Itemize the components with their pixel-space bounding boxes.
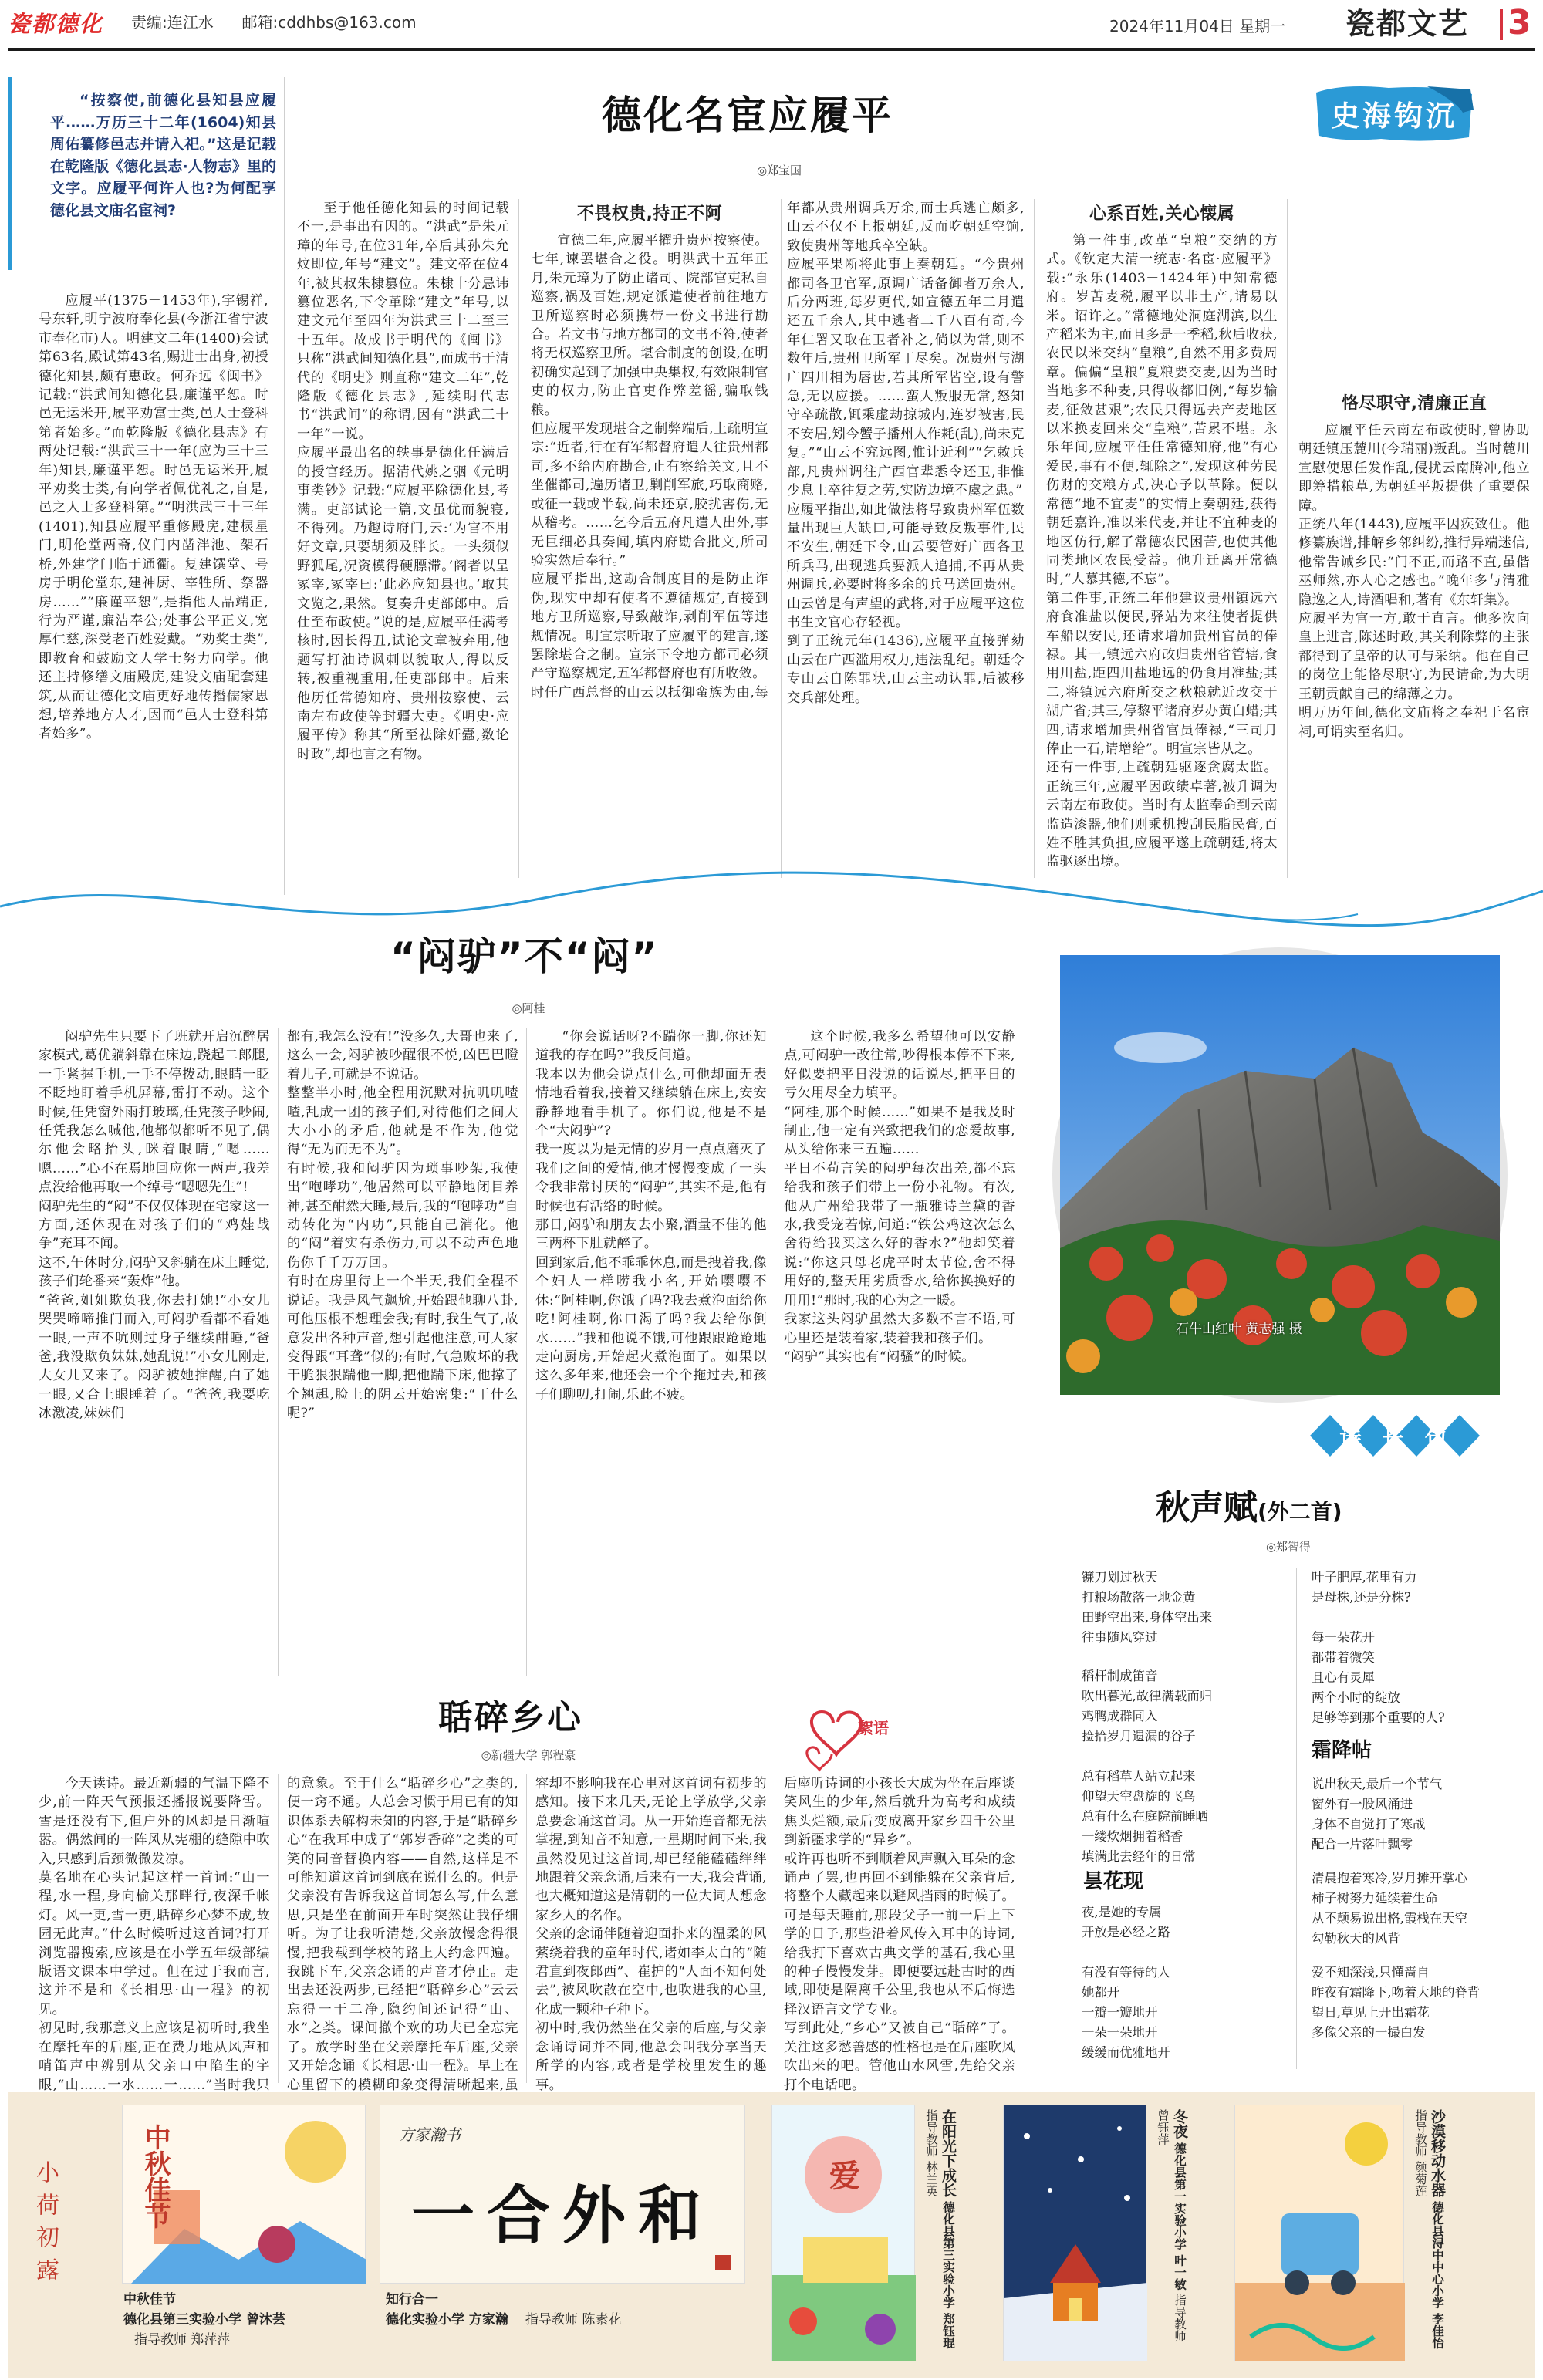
poem1-stanza2: 稻杆制成笛音 吹出暮光,故律满载而归 鸡鸭成群同入 捡拾岁月遗漏的谷子: [1082, 1669, 1213, 1744]
poem1-stanza3: 总有稻草人站立起来 仰望天空盘旋的飞鸟 总有什么在庭院前睡晒 一缕炊烟拥着稻香 填满此去经年的日常: [1082, 1769, 1208, 1864]
artwork-desert-water: [1234, 2105, 1404, 2361]
artwork-winter-night: [1003, 2105, 1146, 2361]
art-section-label: [28, 2160, 76, 2353]
col-divider: [518, 199, 519, 878]
article1-col1: [39, 292, 268, 893]
article3-col4-text: 后座听诗词的小孩长大成为坐在后座谈笑风生的少年,然后就升为高考和成绩焦头烂额,最后变成离开家乡四千公里到新疆求学的“异乡”。 或许再也听不到顺着风声飘入耳朵的念诵声了罢,也再回不到能躲在父亲背后,将整个人藏起来以避风挡雨的时候了。可是每天睡前,那段父子一前一后上下学的日子,那些沿着风传入耳中的诗词,给我打下喜欢古典文学的基石,我心里的种子慢慢发芽。即便要远赴古时的西域,即使是隔离千公里,我也从不后悔选择汉语言文学专业。 写到此处,“乡心”又被自己“聒碎”了。关注这多愁善感的性格也是在后座吹风吹出来的吧。管他山水风雪,先给父亲打个电话吧。: [784, 1776, 1015, 2093]
article1-subheading-2: 心系百姓,关心懐属: [1089, 204, 1234, 224]
article1-col5-text: 第一件事,改革“皇粮”交纳的方式。《钦定大清一统志·名宦·应履平》载:“永乐(1403－1424年)中知常德府。岁苦麦税,履平以非土产,请易以米。诏许之。”常德地处洞庭湖滨,以生产稻米为主,而且多是一季稻,秋后收获,农民以米交纳“皇粮”,自然不用多费周章。偏偏“皇粮”夏粮要交麦,因为当时当地多不种麦,只得收都旧例,“每岁输麦,征敛甚艰”;农民只得远去产麦地区以米换麦回来交“皇粮”,苦累不堪。永乐年间,应履平任任常德知府,他“有心爱民,事有不便,辄除之”,发现这种劳民伤财的交粮方式,决心予以革除。便以常德“地不宜麦”的实情上奏朝廷,获得朝廷嘉许,准以米代麦,并让不宜种麦的地区仿行,解了常德农民困苦,也使其他同类地区农民受益。他升迁离开常德时,“人慕其德,不忘”。 第二件事,正统二年他建议贵州镇远六府食准盐以便民,驿站为来往使者提供车船以安民,还请求增加贵州官员的俸禄。其一,镇远六府改归贵州省管辖,食用川盐,距四川盐地远的仍食用准盐;其二,将镇远六府所交之秋粮就近改交于湖广省;其三,停黎平诸府岁办黄白蜡;其四,请求增加贵州省官员俸禄,“三司月俸止一石,请增给”。明宣宗皆从之。 还有一件事,上疏朝廷驱逐贪腐太监。正统三年,应履平因政绩卓著,被升调为云南左布政使。当时有太监奉命到云南监造漆器,他们则乘机搜刮民脂民膏,百姓不胜其负担,应履平遂上疏朝廷,将太监驱逐出境。: [1046, 233, 1278, 870]
poem1-stanza5: 每一朵花开 都带着微笑 且心有灵犀 两个小时的绽放 足够等到那个重要的人?: [1312, 1630, 1445, 1725]
editor-info: [131, 9, 417, 35]
calligraphy-seal: [715, 2255, 731, 2270]
art-teacher-2: 指导教师 陈素花: [525, 2312, 622, 2328]
article3-title: 聒碎乡心: [438, 1698, 583, 1737]
art-caption-2: [386, 2290, 621, 2330]
sidebar-quote-text: “按察使,前德化县知县应履平……万历三十二年(1604)知县周佑纂修邑志并请入祀。”这是记载在乾隆版《德化县志·人物志》里的文字。应履平何许人也?为何配享德化县文庙名宦祠?: [50, 92, 276, 219]
article2-col3-text: “你会说话呀?不踹你一脚,你还知道我的存在吗?”我反问道。 我本以为他会说点什么,可他却面无表情地看着我,接着又继续躺在床上,安安静静地看手机了。你们说,他是不是个“大闷驴”? 我一度以为是无情的岁月一点点磨灭了我们之间的爱情,他才慢慢变成了一头令我非常讨厌的“闷驴”,其实不是,他有时候也有活络的时候。 那日,闷驴和朋友去小聚,酒量不佳的他三两杯下肚就醉了。 回到家后,他不乖乖休息,而是拽着我,像个妇人一样唠我小名,开始嘤嘤不休:“阿桂啊,你饿了吗?我去煮泡面给你吃!阿桂啊,你口渴了吗?我去给你倒水……”我和他说不饿,可他跟跟跄跄地走向厨房,开始起火煮泡面了。如果以这么多年来,他还会一个个拖过去,和孩子们聊叨,打闹,乐此不疲。: [535, 1029, 767, 1403]
article1-col1-text: 应履平(1375－1453年),字锡祥,号东轩,明宁波府奉化县(今浙江省宁波市奉化市)人。明建文二年(1400)会试第63名,殿试第43名,赐进士出身,初授德化知县,颇有惠政。何乔远《闽书》记载:“洪武间知德化县,廉谨平恕。时邑无运米开,履平劝富士类,邑人士登科第者始多。”而乾隆版《德化县志》有两处记载:“洪武三十一年(应为三十三年)知县,廉谨平恕。时邑无运米开,履平劝奖士类,有向学者佩优礼之,自是,邑之人士多登科第。”“明洪武三十三年(1401),知县应履平重修殿庑,建棂星门,明伦堂两斋,仪门内凿泮池、架石桥,外建学门临于通衢。复建馔堂、号房于明伦堂东,建神厨、宰牲所、祭器房……”“廉谨平恕”,是指他人品端正,行为严谨,廉洁奉公;处事公平正义,宽厚仁慈,深受老百姓爱戴。“劝奖士类”,即教育和鼓励文人学士努力向学。他还主持修缮文庙殿庑,建设文庙配套建筑,从而让德化文庙更好地传播儒家思想,培养地方人才,因而“邑人士登科第者始多”。: [39, 293, 268, 742]
poem3-stanza2: 清晨抱着寒冷,岁月摊开掌心 柿子树努力延续着生命 从不颠易说出格,霞栈在天空 勾勒秋天的风背: [1312, 1871, 1467, 1946]
poems-title: 秋声赋: [1156, 1488, 1258, 1528]
col-divider: [781, 199, 782, 878]
section-name: 瓷都文艺: [1345, 7, 1470, 41]
artwork-winter-night-drawing: [1004, 2105, 1147, 2361]
article2-col2: [287, 1028, 518, 1676]
art-title-4: 冬夜: [1171, 2109, 1188, 2139]
article3-col1: [39, 1774, 270, 2093]
poem2-body: 夜,是她的专属 开放是必经之路 有没有等待的人 她都开 一瓣一瓣地开 一朵一朵地开 缓缓而优雅地开: [1082, 1905, 1170, 2060]
art-caption-5: [1412, 2109, 1446, 2356]
artwork-mid-autumn-text: 中秋佳节: [140, 2124, 171, 2229]
art-teacher-5: 指导教师 颜菊莲: [1413, 2109, 1427, 2197]
artwork-calligraphy: [380, 2105, 745, 2284]
col-divider: [526, 1028, 527, 1676]
article2-col3: [535, 1028, 767, 1676]
article3-col2-text: 的意象。至于什么“聒碎乡心”之类的,便一窍不通。人总会习惯于用已有的知识体系去解构未知的内容,于是“聒碎乡心”在我耳中成了“郭岁香碎”之类的可笑的同音替换内容——自然,这样是不可能知道这首词到底在说什么的。但是父亲没有告诉我这首词怎么写,什么意思,只是坐在前面开车时突然让我仔细听。为了让我听清楚,父亲放慢念得很慢,把我载到学校的路上大约念四遍。我跳下车,父亲念诵的声音才停止。走出去还没两步,已经把“聒碎乡心”云云忘得一干二净,隐约间还记得“山、水”之类。课间撤个欢的功夫已全忘完了。放学时坐在父亲摩托车后座,父亲又开始念诵《长相思·山一程》。早上在心里留下的模糊印象变得清晰起来,虽: [287, 1776, 518, 2093]
col-divider: [1034, 199, 1035, 878]
article3-col1-text: 今天读诗。最近新疆的气温下降不少,前一阵天气预报还播报说要降雪。雪是还没有下,但户外的风却是日渐喧嚣。偶然间的一阵风从宪棚的缝隙中吹入,只感到后颈微微发凉。 莫名地在心头记起这样一首词:“山一程,水一程,身向榆关那畔行,夜深千帐灯。风一更,雪一更,聒碎乡心梦不成,故园无此声。”什么时候听过这首词?打开浏览器搜索,应该是在小学五年级部编版语文课本中学过。但在过于我而言,这并不是和《长相思·山一程》的初见。 初见时,我那意义上应该是初听时,我坐在摩托车的后座,正在费力地从风声和哨笛声中辨别从父亲口中陷生的字眼,“山……一水……一……”当时我只: [39, 1776, 270, 2093]
article1-subheading-3: 恪尽职守,清廉正直: [1342, 394, 1487, 414]
section-tag-history: [1312, 82, 1477, 145]
section-divider-bar: [1500, 9, 1503, 40]
art-title-2: 知行合一: [386, 2292, 438, 2307]
art-title-5: 沙漠移动水器: [1429, 2109, 1446, 2197]
artwork-desert-water-drawing: [1235, 2105, 1405, 2361]
col-divider: [278, 1028, 279, 1676]
poem3-title: 霜降帖: [1312, 1739, 1372, 1762]
col-divider: [1296, 1568, 1297, 2069]
article1-col3: [531, 199, 1025, 878]
sidebar-quote-box: [8, 77, 285, 270]
article1-col6-text: 应履平任云南左布政使时,曾协助朝廷镇压麓川(今瑞丽)叛乱。当时麓川宣慰使思任发作乱,侵扰云南腾冲,他立即筹措粮草,为朝廷平叛提供了重要保障。 正统八年(1443),应履平因疾致仕。他修纂族谱,排解乡邻纠纷,推行异端迷信,他常告诫乡民:“门不正,而路不直,虽偕巫师然,亦人心之感也。”晚年多与清雅隐逸之人,诗酒唱和,著有《东轩集》。 应履平为官一方,敢于直言。他多次向皇上进言,陈述时政,其关利除弊的主张都得到了皇帝的认可与采纳。他在自己的岗位上能恪尽职守,为民请命,为大明王朝贡献自己的绵薄之力。 明万历年间,德化文庙将之奉祀于名宦祠,可谓实至名归。: [1298, 423, 1530, 740]
poem3-stanza3: 爱不知深浅,只懂啬自 昨夜有霜降下,吻着大地的脊背 望日,草见上开出霜花 多像父亲的一撮白发: [1312, 1965, 1481, 2040]
artwork-growing-up-text: 爱: [829, 2159, 860, 2194]
art-school-5: 德化县浔中中心小学 李佳怡: [1430, 2200, 1444, 2349]
article1-col2: [297, 199, 509, 878]
article1-byline: ◎郑宝国: [756, 164, 802, 177]
article3-byline: ◎新疆大学 郭程豪: [481, 1748, 576, 1762]
article1-col3-text: 宣德二年,应履平擢升贵州按察使。七年,谏罢堪合之役。明洪武十五年正月,朱元璋为了防止诸司、院部官吏私自巡察,祸及百姓,规定派遣使者前往地方卫所巡察时必须携带一份文书进行勘合。若文书与地方都司的文书不符,使者将无权巡察卫所。堪合制度的创设,在明初确实起到了加强中央集权,有效限制官吏的权力,防止官吏作弊差徭,骗取钱粮。 但应履平发现堪合之制弊端后,上疏明宣宗:“近者,行在有军都督府遣人往贵州都司,多不给内府勘合,止有察给关文,且不坐催都司,遍历诸卫,剿削军旅,巧取商赂,或征一载或半载,尚未还京,胶扰害伤,无从稽考。……乞今后五府凡遣人出外,事无巨细必具奏闻,填内府勘合批文,所司验实然后奉行。” 应履平指出,这勘合制度目的是防止诈伪,现实中却有使者不遵循规定,直接到地方卫所巡察,导致敲诈,剥削军伍等违规情况。明宣宗听取了应履平的建言,遂罢除堪合之制。宣宗下令地方都司必须严守巡察规定,五军都督府也有所收敛。 时任广西总督的山云以抵御蛮族为由,每年都从贵州调兵万余,而士兵逃亡颇多,山云不仅不上报朝廷,反而吃朝廷空饷,致使贵州等地兵卒空缺。 应履平果断将此事上奏朝廷。“今贵州都司各卫官军,原调广话备御者万余人,后分两班,每岁更代,如宣德五年二月遣还五千余人,其中逃者二千八百有奇,今年仁署又取在卫者补之,倘以为常,则不数年后,贵州卫所军丁尽矣。况贵州与湖广四川相为唇齿,若其所军皆空,设有警急,无以应援。……蛮人叛服无常,怒知守卒疏散,辄乘虚劫掠城内,连岁被害,民不安居,矧今蟹子播州人作耗(乱),尚未克复。”“山云不究远图,惟计近利”“乞敕兵部,凡贵州调往广西官辈悉令还卫,非惟少息士卒往复之劳,实防边境不虞之患。” 应履平指出,如此做法将导致贵州军伍数量出现巨大缺口,可能导致反叛事件,民不安生,朝廷下令,山云要管好广西各卫所兵马,出现逃兵要派人追捕,不再从贵州调兵,必要时将多余的兵马送回贵州。山云曾是有声望的武将,对于应履平这位书生文官心存轻视。 到了正统元年(1436),应履平直接弹劾山云在广西滥用权力,违法乱纪。朝廷令专山云自陈罪状,山云主动认罪,后被移交兵部处理。: [531, 201, 1025, 706]
art-school-3: 德化县第三实验小学 郑钰琨: [941, 2200, 955, 2349]
art-title-3: 在阳光下成长: [940, 2109, 957, 2197]
art-teacher-1: 指导教师 郑萍萍: [134, 2332, 231, 2348]
art-school-1: 德化县第三实验小学 曾沐芸: [123, 2312, 285, 2328]
photo-caption: 石牛山红叶 黄志强 摄: [1176, 1322, 1302, 1337]
calligraphy-main-text: 一合外和: [411, 2179, 714, 2253]
article2-col1: [39, 1028, 270, 1676]
poems-title-suffix: (外二首): [1258, 1499, 1342, 1524]
poems-byline: ◎郑智得: [1265, 1540, 1312, 1554]
article1-col6: [1298, 199, 1530, 878]
masthead-logo: 瓷都德化: [8, 11, 104, 37]
article2-col1-text: 闷驴先生只要下了班就开启沉醉居家模式,葛优躺斜靠在床边,跷起二郎腿,一手紧握手机,一手不停拨动,眼睛一眨不眨地盯着手机屏幕,雷打不动。这个时候,任凭窗外雨打玻璃,任凭孩子吵闹,任凭我怎么喊他,他都似都听不见了,偶尔他会略抬头,眯着眼睛,“嗯……嗯……”心不在焉地回应你一两声,我差点没给他再取一个绰号“嗯嗯先生”! 闷驴先生的“闷”不仅仅体现在宅家这一方面,还体现在对孩子们的“鸡娃战争”充耳不闻。 这不,午休时分,闷驴又斜躺在床上睡觉,孩子们轮番来“轰炸”他。 “爸爸,姐姐欺负我,你去打她!”小女儿哭哭啼啼推门而入,可闷驴看都不看她一眼,一声不吭则过身子继续酣睡,“爸爸,我没欺负妹妹,她乱说!”小女儿刚走,大女儿又来了。闷驴被她推醒,白了她一眼,又合上眼睡着了。“爸爸,我要吃冰激凌,妹妹们: [39, 1029, 270, 1422]
poem1-stanza1: 镰刀划过秋天 打粮场散落一地金黄 田野空出来,身体空出来 往事随风穿过: [1082, 1570, 1213, 1645]
poem3-stanza1: 说出秋天,最后一个节气 窗外有一股风涌进 身体不自觉打了寒战 配合一片落叶飘零: [1312, 1777, 1443, 1852]
art-school-4: 德化县第一实验小学 叶一敏: [1173, 2142, 1187, 2291]
section-tag-poetry: [1307, 1412, 1484, 1482]
col-divider: [284, 77, 285, 895]
artwork-growing-up: [772, 2105, 915, 2361]
photo-stone-mountain: [1052, 947, 1508, 1403]
col-divider: [1287, 199, 1288, 878]
love-badge-text: 絮语: [858, 1719, 889, 1737]
art-caption-4: [1154, 2109, 1188, 2356]
page-number: 3: [1508, 3, 1531, 42]
article2-col4: [784, 1028, 1015, 1676]
article3-col3: [535, 1774, 767, 2093]
art-school-2: 德化实验小学 方家瀚: [386, 2312, 508, 2328]
art-caption-1: [123, 2290, 285, 2350]
art-teacher-4: 指导教师 曾钰萍: [1156, 2109, 1187, 2342]
artwork-growing-up-drawing: [772, 2105, 916, 2361]
article3-col3-text: 容却不影响我在心里对这首词有初步的感知。接下来几天,无论上学放学,父亲总要念诵这首词。从一开始连音都无法掌握,到知音不知意,一星期时间下来,我虽然没见过这首词,却已经能磕磕绊绊地跟着父亲念诵,后来有一天,我会背诵,也大概知道这是清朝的一位大词人想念家乡人的名作。 父亲的念诵伴随着迎面扑来的温柔的风萦绕着我的童年时代,诸如李太白的“随君直到夜郎西”、崔护的“人面不知何处去”,被风吹散在空中,也吹进我的心里,化成一颗种子种下。 初中时,我仍然坐在父亲的后座,与父亲念诵诗词并不同,他总会叫我分享当天所学的内容,或者是学校里发生的趣事。: [535, 1776, 767, 2093]
artwork-mid-autumn: [122, 2105, 366, 2284]
editor-name: 责编:连江水: [131, 13, 214, 32]
article2-col4-text: 这个时候,我多么希望他可以安静点,可闷驴一改往常,吵得根本停不下来,好似要把平日没说的话说尽,把平日的亏欠用尽全力填平。 “阿桂,那个时候……”如果不是我及时制止,他一定有兴致把我们的恋爱故事,从头给你来三五遍…… 平日不苟言笑的闷驴每次出差,都不忘给我和孩子们带上一份小礼物。有次,他从广州给我带了一瓶雅诗兰黛的香水,我受宠若惊,问道:“铁公鸡这次怎么舍得给我买这么好的香水?”他却笑着说:“你这只母老虎平时太节俭,舍不得用好的,整天用劣质香水,给你换换好的用用!”那时,我的心为之一暖。 我家这头闷驴虽然大多数不言不语,可心里还是装着家,装着我和孩子们。 “闷驴”其实也有“闷骚”的时候。: [784, 1029, 1015, 1365]
article3-col2: [287, 1774, 518, 2093]
wave-divider: [0, 876, 1543, 930]
article2-title: “闷驴”不“闷”: [390, 934, 659, 979]
article1-subheading-1: 不畏权贵,持正不阿: [577, 204, 722, 224]
header-rule: [8, 48, 1535, 51]
masthead: [8, 5, 131, 43]
col-divider: [278, 1774, 279, 2083]
article2-byline: ◎阿桂: [512, 1001, 545, 1015]
calligraphy-seal-text: 方家瀚书: [399, 2125, 461, 2144]
article3-col4: [784, 1774, 1015, 2093]
issue-date: 2024年11月04日 星期一: [1109, 17, 1286, 35]
article2-col2-text: 都有,我怎么没有!”没多久,大哥也来了,这么一会,闷驴被吵醒很不悦,凶巴巴瞪着儿子,可就是不说话。 整整半小时,他全程用沉默对抗叽叽喳喳,乱成一团的孩子们,对待他们之间大大小小的矛盾,他就是不作为,他觉得“无为而无不为”。 有时候,我和闷驴因为琐事吵架,我使出“咆哮功”,他居然可以平静地闭目养神,甚至酣然大睡,最后,我的“咆哮功”自动转化为“内功”,只能自己消化。他的“闷”着实有杀伤力,可以不动声色地伤你千千万万回。 有时在房里待上一个半天,我们全程不说话。我是风气飙尬,开始跟他聊八卦,可他压根不想理会我;有时,我生气了,故意发出各种声音,想引起他注意,可人家变得跟“耳聋”似的;有时,气急败坏的我干脆狠狠踹他一脚,把他踹下床,他撑了个翘趄,脸上的阴云开始密集:“干什么呢?”: [287, 1029, 518, 1422]
poem1-stanza4: 叶子肥厚,花里有力 是母株,还是分株?: [1312, 1570, 1417, 1605]
article1-col5: [1046, 199, 1278, 878]
art-teacher-3: 指导教师 林兰英: [924, 2109, 938, 2197]
art-title-1: 中秋佳节: [123, 2292, 176, 2307]
poems-title-wrap: [1156, 1480, 1342, 1529]
love-badge: [802, 1693, 903, 1777]
editor-email: 邮箱:cddhbs@163.com: [241, 13, 417, 32]
poem2-title: 昙花现: [1083, 1870, 1144, 1893]
art-caption-3: [923, 2109, 957, 2356]
article1-title: 德化名宦应履平: [602, 93, 894, 139]
col-divider: [526, 1774, 527, 2083]
art-section-label-text: 小荷初露: [32, 2160, 59, 2290]
section-tag-poetry-text: 诗长句短: [1339, 1426, 1467, 1482]
article1-col2-text: 至于他任德化知县的时间记载不一,是事出有因的。“洪武”是朱元璋的年号,在位31年,卒后其孙朱允炆即位,年号“建文”。建文帝在位4年,被其叔朱棣篡位。朱棣十分忌讳篡位恶名,下令革除“建文”年号,以建文元年至四年为洪武三十二至三十五年。故成书于明代的《闽书》只称“洪武间知德化县”,而成书于清代的《明史》则直称“建文二年”,乾隆版《德化县志》,延续明代志书“洪武间”的称谓,因有“洪武三十一年”一说。 应履平最出名的轶事是德化任满后的授官经历。据清代姚之骃《元明事类钞》记载:“应履平除德化县,考满。吏部试论一篇,文虽优而貌寝,不得列。乃趣诗府门,云:‘为官不用好文章,只要胡须及胖长。一头须似野狐尾,况资模得硬膘滞。’阁者以呈冢宰,冢宰曰:‘此必应知县也。’取其文览之,果然。复奏升吏部郎中。后仕至布政使。”说的是,应履平任满考核时,因长得丑,试论文章被弃用,他题写打油诗讽刺以貌取人,得以反转,被重视重用,任吏部郎中。后来他历任常德知府、贵州按察使、云南左布政使等封疆大吏。《明史·应履平传》称其“所至祛除奸蠹,数论时政”,却也言之有物。: [297, 201, 509, 762]
section-tag-history-text: 史海钩沉: [1331, 100, 1457, 133]
art-school-2-line: [386, 2310, 621, 2330]
